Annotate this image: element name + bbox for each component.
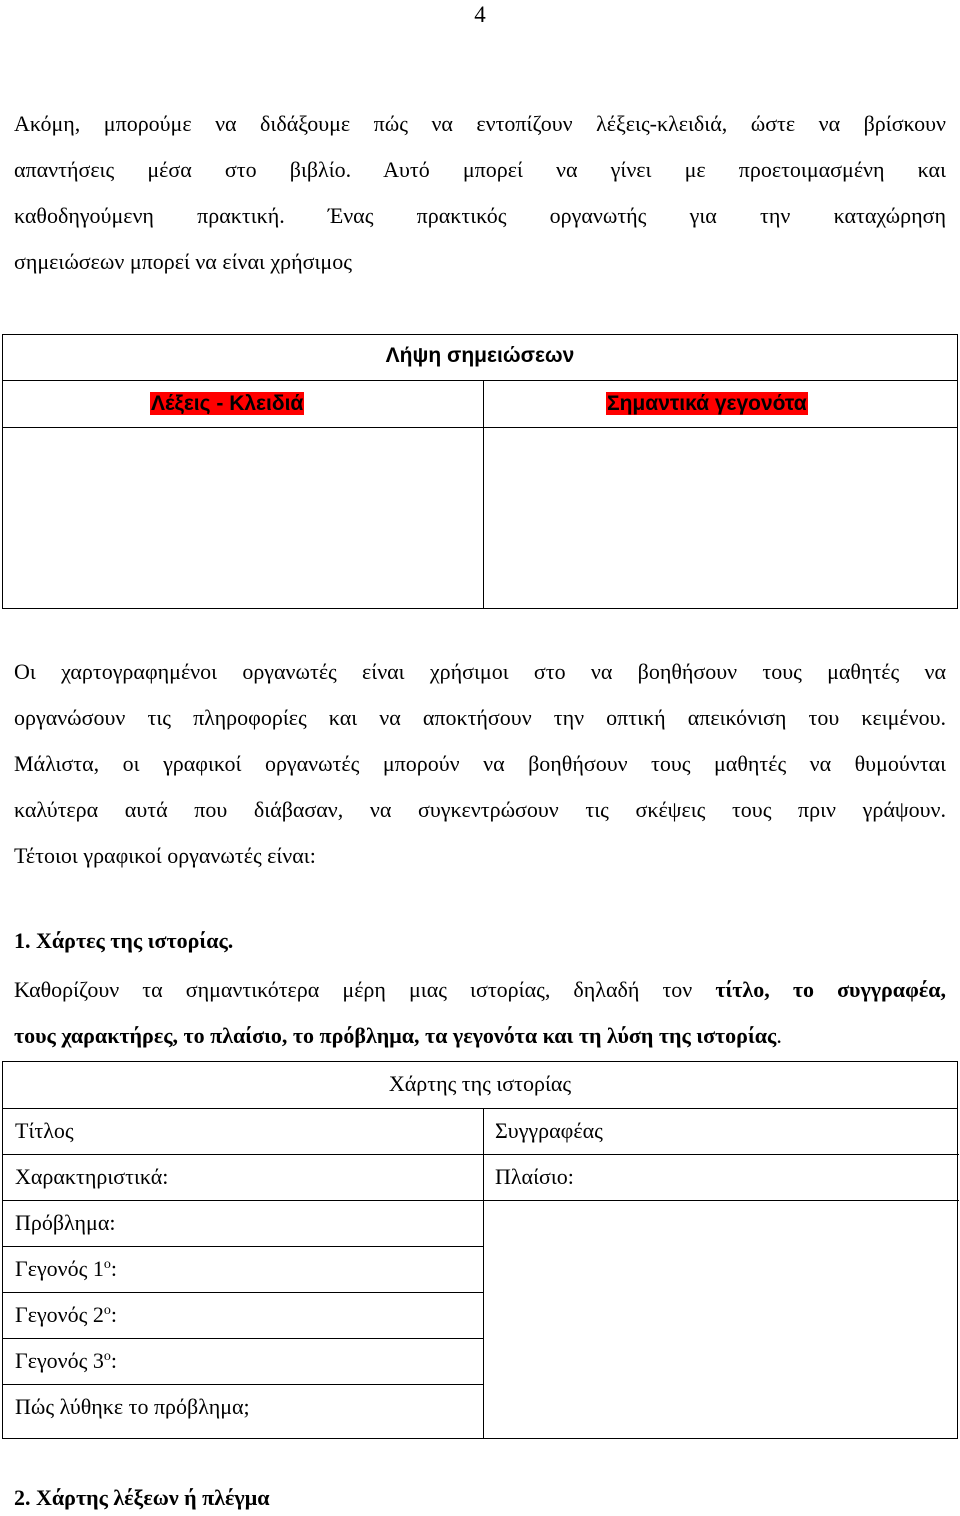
description-line: Καθορίζουν τα σημαντικότερα μέρη μιας ιστορίας, δηλαδή τον τίτλο, το συγγραφέα, [14,977,946,1002]
intro-line: απαντήσεις μέσα στο βιβλίο. Αυτό μπορεί να γίνει με προετοιμασμένη και [14,157,946,182]
page-number: 4 [474,2,486,27]
paragraph-line: Τέτοιοι γραφικοί οργανωτές είναι: [14,843,316,868]
section-1-description [14,967,946,1059]
title-label: Τίτλος [15,1118,74,1143]
setting-label: Πλαίσιο: [495,1164,574,1189]
resolution-label: Πώς λύθηκε το πρόβλημα; [15,1394,250,1419]
section-1-heading: 1. Χάρτες της ιστορίας. [14,928,234,953]
paragraph-line: Μάλιστα, οι γραφικοί οργανωτές μπορούν να βοηθήσουν τους μαθητές να θυμούνται [14,751,946,776]
story-map-caption: Χάρτης της ιστορίας [388,1071,572,1096]
column-divider [483,381,484,608]
characters-label: Χαρακτηριστικά: [15,1164,169,1189]
event-1-label: Γεγονός $1^o$: [15,1256,117,1281]
keywords-header: Λέξεις - Κλειδιά [151,392,304,415]
organizers-paragraph [14,649,946,879]
story-map-table [2,1061,958,1439]
paragraph-line: Οι χαρτογραφημένοι οργανωτές είναι χρήσιμοι στο να βοηθήσουν τους μαθητές να [14,659,946,684]
author-label: Συγγραφέας [495,1118,603,1143]
description-line: τους χαρακτήρες, το πλαίσιο, το πρόβλημα, τα γεγονότα και τη λύση της ιστορίας. [14,1023,782,1048]
column-divider [483,1108,484,1438]
event-2-label: Γεγονός $2^o$: [15,1302,117,1327]
important-events-header: Σημαντικά γεγονότα [607,392,807,415]
row-divider [3,427,957,428]
intro-paragraph [14,101,946,285]
problem-label: Πρόβλημα: [15,1210,116,1235]
event-3-label: Γεγονός $3^o$: [15,1348,117,1373]
intro-line: καθοδηγούμενη πρακτική. Ένας πρακτικός οργανωτής για την καταχώρηση [14,203,946,228]
paragraph-line: καλύτερα αυτά που διάβασαν, να συγκεντρώσουν τις σκέψεις τους πριν γράψουν. [14,797,946,822]
intro-line: Ακόμη, μπορούμε να διδάξουμε πώς να εντοπίζουν λέξεις-κλειδιά, ώστε να βρίσκουν [14,111,946,136]
row-divider [483,1200,959,1201]
notes-table [2,334,958,609]
row-divider [3,1108,957,1109]
intro-line: σημειώσεων μπορεί να είναι χρήσιμος [14,249,352,274]
section-2-heading: 2. Χάρτης λέξεων ή πλέγμα [14,1485,270,1510]
paragraph-line: οργανώσουν τις πληροφορίες και να αποκτήσουν την οπτική απεικόνιση του κειμένου. [14,705,946,730]
notes-table-title: Λήψη σημειώσεων [3,335,957,381]
